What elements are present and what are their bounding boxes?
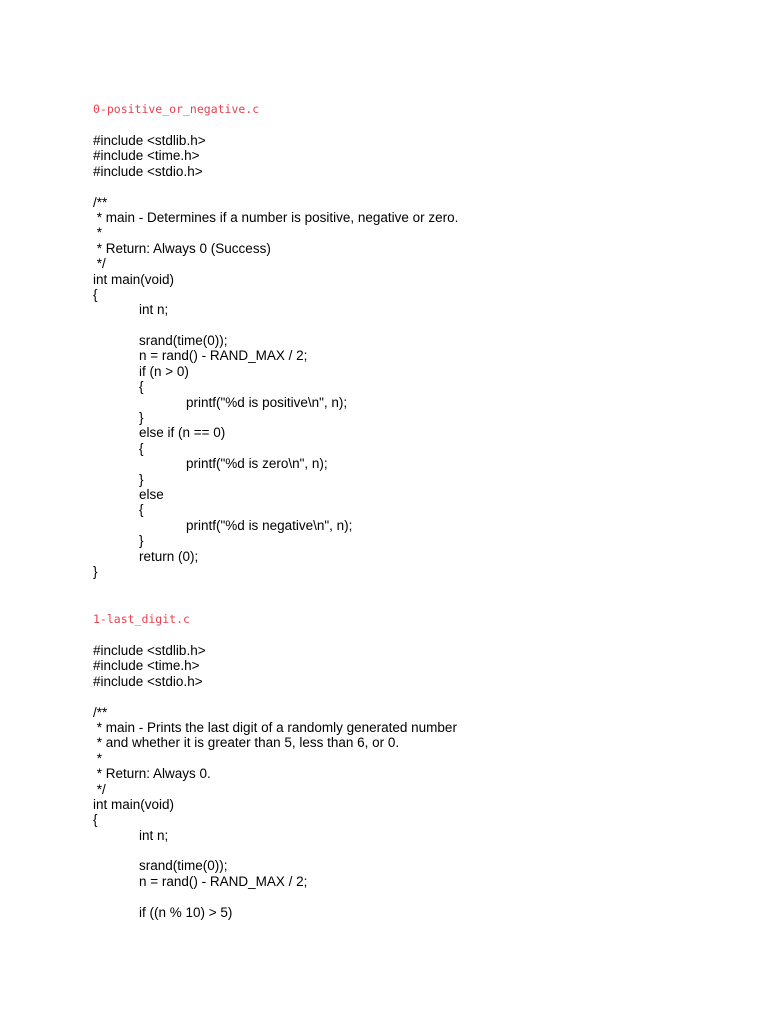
code-line: int n;: [139, 302, 169, 318]
code-line: #include <stdio.h>: [93, 673, 203, 689]
code-line: #include <stdio.h>: [93, 163, 203, 179]
code-line: n = rand() - RAND_MAX / 2;: [139, 873, 308, 889]
code-line: #include <time.h>: [93, 658, 200, 674]
code-line: {: [93, 286, 98, 302]
file-heading: 1-last_digit.c: [93, 612, 190, 626]
code-line: * and whether it is greater than 5, less than 6, or 0.: [93, 735, 400, 751]
code-line: else: [139, 486, 164, 502]
code-line: else if (n == 0): [139, 425, 226, 441]
code-line: */: [93, 256, 106, 272]
code-line: *: [93, 750, 103, 766]
code-line: }: [139, 410, 144, 426]
code-line: int main(void): [93, 796, 175, 812]
code-line: }: [93, 563, 98, 579]
code-line: printf("%d is positive\n", n);: [186, 394, 348, 410]
code-line: printf("%d is negative\n", n);: [186, 517, 353, 533]
code-block: [93, 643, 457, 920]
code-line: return (0);: [139, 548, 199, 564]
code-line: [93, 318, 458, 333]
code-line: *: [93, 225, 103, 241]
code-line: if (n > 0): [139, 363, 189, 379]
code-line: [93, 689, 457, 704]
code-line: */: [93, 781, 106, 797]
code-line: #include <stdlib.h>: [93, 133, 206, 148]
code-line: /**: [93, 194, 108, 210]
code-line: [93, 843, 457, 858]
code-line: }: [139, 471, 144, 487]
code-line: * Return: Always 0 (Success): [93, 240, 271, 256]
code-line: srand(time(0));: [139, 333, 228, 349]
code-line: int n;: [139, 827, 169, 843]
code-line: [93, 179, 458, 194]
code-line: }: [139, 533, 144, 549]
code-block: [93, 133, 458, 579]
code-line: {: [93, 812, 98, 828]
code-line: * main - Determines if a number is positive, negative or zero.: [93, 209, 459, 225]
code-line: int main(void): [93, 271, 175, 287]
code-line: /**: [93, 704, 108, 720]
code-line: * Return: Always 0.: [93, 766, 211, 782]
code-line: printf("%d is zero\n", n);: [186, 456, 328, 472]
code-line: srand(time(0));: [139, 858, 228, 874]
code-line: {: [139, 502, 144, 518]
code-line: {: [139, 440, 144, 456]
code-line: #include <stdlib.h>: [93, 643, 206, 658]
code-line: * main - Prints the last digit of a randomly generated number: [93, 719, 457, 735]
file-heading: 0-positive_or_negative.c: [93, 102, 260, 116]
code-line: n = rand() - RAND_MAX / 2;: [139, 348, 308, 364]
code-line: #include <time.h>: [93, 148, 200, 164]
code-line: [93, 889, 457, 904]
code-line: if ((n % 10) > 5): [139, 904, 233, 920]
code-line: {: [139, 379, 144, 395]
